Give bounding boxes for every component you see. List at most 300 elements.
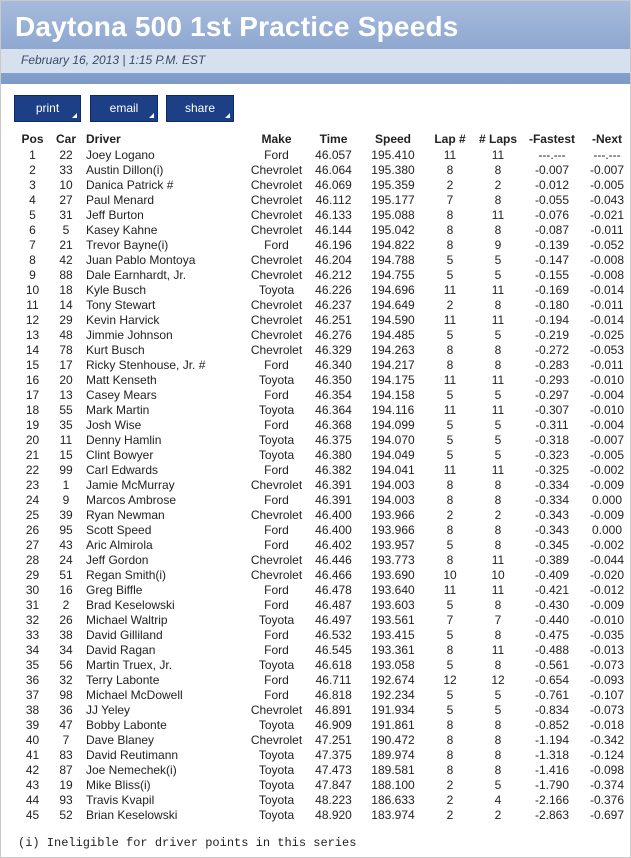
cell-car: 10 bbox=[59, 177, 73, 192]
col-header-next: -Next bbox=[591, 132, 622, 146]
cell-fastest: -0.007 bbox=[534, 162, 570, 177]
cell-driver: Michael McDowell bbox=[86, 687, 183, 702]
table-row bbox=[14, 657, 630, 672]
table-row bbox=[14, 687, 630, 702]
cell-lap: 7 bbox=[446, 612, 454, 627]
cell-time: 46.402 bbox=[315, 537, 352, 552]
cell-fastest: -0.334 bbox=[534, 492, 570, 507]
cell-fastest: -0.219 bbox=[534, 327, 570, 342]
cell-pos: 15 bbox=[25, 357, 40, 372]
cell-make: Chevrolet bbox=[250, 297, 303, 312]
table-row bbox=[14, 387, 630, 402]
cell-next: -0.053 bbox=[589, 342, 625, 357]
cell-lap: 8 bbox=[446, 522, 454, 537]
cell-speed: 194.003 bbox=[371, 477, 415, 492]
table-row bbox=[14, 732, 630, 747]
cell-make: Ford bbox=[264, 597, 289, 612]
cell-pos: 43 bbox=[25, 777, 40, 792]
cell-lap: 5 bbox=[446, 327, 454, 342]
cell-fastest: -0.430 bbox=[534, 597, 570, 612]
cell-time: 46.329 bbox=[315, 342, 352, 357]
cell-lap: 7 bbox=[446, 192, 454, 207]
cell-pos: 16 bbox=[25, 372, 40, 387]
cell-fastest: -0.345 bbox=[534, 537, 570, 552]
table-row bbox=[14, 672, 630, 687]
cell-pos: 45 bbox=[25, 807, 40, 822]
table-row bbox=[14, 462, 630, 477]
cell-make: Chevrolet bbox=[250, 702, 303, 717]
cell-pos: 42 bbox=[25, 762, 40, 777]
cell-pos: 23 bbox=[25, 477, 40, 492]
cell-make: Ford bbox=[264, 687, 289, 702]
cell-make: Ford bbox=[264, 462, 289, 477]
cell-laps: 5 bbox=[494, 267, 502, 282]
cell-lap: 5 bbox=[446, 657, 454, 672]
cell-lap: 8 bbox=[446, 552, 454, 567]
cell-driver: Brian Keselowski bbox=[86, 807, 178, 822]
cell-pos: 37 bbox=[25, 687, 40, 702]
cell-speed: 193.957 bbox=[371, 537, 415, 552]
cell-car: 88 bbox=[59, 267, 73, 282]
cell-laps: 8 bbox=[494, 192, 502, 207]
cell-laps: 5 bbox=[494, 417, 502, 432]
cell-car: 2 bbox=[62, 597, 70, 612]
cell-speed: 192.674 bbox=[371, 672, 415, 687]
cell-time: 46.251 bbox=[315, 312, 352, 327]
cell-make: Chevrolet bbox=[250, 267, 303, 282]
cell-lap: 5 bbox=[446, 267, 454, 282]
cell-fastest: -0.488 bbox=[534, 642, 570, 657]
cell-driver: Ryan Newman bbox=[86, 507, 165, 522]
cell-laps: 11 bbox=[491, 462, 505, 477]
cell-make: Ford bbox=[264, 417, 289, 432]
cell-driver: Michael Waltrip bbox=[86, 612, 168, 627]
cell-speed: 193.603 bbox=[371, 597, 415, 612]
cell-speed: 194.696 bbox=[371, 282, 415, 297]
cell-driver: Dave Blaney bbox=[86, 732, 155, 747]
cell-driver: Jimmie Johnson bbox=[86, 327, 173, 342]
cell-fastest: -0.475 bbox=[534, 627, 570, 642]
cell-speed: 194.041 bbox=[371, 462, 415, 477]
cell-make: Ford bbox=[264, 147, 289, 162]
table-row bbox=[14, 597, 630, 612]
email-button[interactable]: email bbox=[90, 95, 158, 122]
cell-time: 46.909 bbox=[315, 717, 352, 732]
cell-fastest: -1.790 bbox=[534, 777, 570, 792]
cell-next: -0.342 bbox=[589, 732, 625, 747]
cell-car: 7 bbox=[62, 732, 70, 747]
cell-lap: 11 bbox=[443, 147, 457, 162]
cell-lap: 2 bbox=[446, 507, 454, 522]
print-button[interactable]: print bbox=[14, 95, 81, 122]
cell-driver: Kurt Busch bbox=[86, 342, 145, 357]
cell-car: 35 bbox=[59, 417, 73, 432]
cell-fastest: -0.283 bbox=[534, 357, 570, 372]
cell-make: Ford bbox=[264, 627, 289, 642]
cell-laps: 2 bbox=[494, 807, 502, 822]
cell-driver: Carl Edwards bbox=[86, 462, 159, 477]
page-subtitle: February 16, 2013 | 1:15 P.M. EST bbox=[21, 53, 206, 67]
cell-time: 46.487 bbox=[315, 597, 352, 612]
cell-speed: 194.649 bbox=[371, 297, 415, 312]
cell-next: -0.035 bbox=[589, 627, 625, 642]
cell-driver: Juan Pablo Montoya bbox=[86, 252, 196, 267]
cell-driver: David Ragan bbox=[86, 642, 156, 657]
cell-make: Ford bbox=[264, 642, 289, 657]
cell-laps: 11 bbox=[491, 582, 505, 597]
table-row bbox=[14, 522, 630, 537]
col-header-driver: Driver bbox=[86, 132, 121, 146]
table-row bbox=[14, 222, 630, 237]
cell-laps: 2 bbox=[494, 177, 502, 192]
table-row bbox=[14, 342, 630, 357]
cell-pos: 27 bbox=[25, 537, 40, 552]
cell-car: 19 bbox=[59, 777, 73, 792]
table-row bbox=[14, 417, 630, 432]
share-button[interactable]: share bbox=[166, 95, 234, 122]
cell-car: 38 bbox=[59, 627, 73, 642]
cell-speed: 189.974 bbox=[371, 747, 415, 762]
cell-car: 5 bbox=[62, 222, 70, 237]
cell-laps: 8 bbox=[494, 297, 502, 312]
table-body bbox=[14, 147, 630, 822]
cell-make: Ford bbox=[264, 672, 289, 687]
cell-next: -0.011 bbox=[590, 222, 624, 237]
cell-lap: 12 bbox=[443, 672, 457, 687]
cell-time: 46.380 bbox=[315, 447, 352, 462]
cell-time: 46.237 bbox=[315, 297, 352, 312]
cell-lap: 10 bbox=[443, 567, 457, 582]
cell-time: 46.891 bbox=[315, 702, 352, 717]
cell-lap: 11 bbox=[443, 282, 457, 297]
cell-laps: 9 bbox=[494, 237, 502, 252]
cell-speed: 194.755 bbox=[371, 267, 415, 282]
cell-make: Toyota bbox=[258, 762, 295, 777]
cell-next: -0.124 bbox=[589, 747, 625, 762]
cell-car: 21 bbox=[59, 237, 73, 252]
cell-fastest: -0.087 bbox=[534, 222, 570, 237]
cell-make: Ford bbox=[264, 237, 289, 252]
cell-speed: 193.361 bbox=[371, 642, 415, 657]
cell-make: Toyota bbox=[258, 747, 295, 762]
cell-time: 46.545 bbox=[315, 642, 352, 657]
cell-pos: 44 bbox=[25, 792, 40, 807]
cell-fastest: -0.834 bbox=[534, 702, 570, 717]
cell-lap: 8 bbox=[446, 732, 454, 747]
table-row bbox=[14, 237, 630, 252]
cell-lap: 2 bbox=[446, 777, 454, 792]
cell-make: Chevrolet bbox=[250, 222, 303, 237]
cell-laps: 8 bbox=[494, 732, 502, 747]
cell-time: 46.391 bbox=[315, 477, 352, 492]
cell-lap: 2 bbox=[446, 297, 454, 312]
cell-car: 20 bbox=[59, 372, 73, 387]
cell-next: -0.004 bbox=[589, 387, 625, 402]
cell-driver: Danica Patrick # bbox=[86, 177, 174, 192]
cell-fastest: -0.055 bbox=[534, 192, 570, 207]
cell-pos: 35 bbox=[25, 657, 40, 672]
cell-driver: Matt Kenseth bbox=[86, 372, 157, 387]
cell-car: 36 bbox=[59, 702, 73, 717]
cell-speed: 189.581 bbox=[371, 762, 415, 777]
cell-car: 15 bbox=[59, 447, 73, 462]
cell-time: 46.818 bbox=[315, 687, 352, 702]
cell-pos: 6 bbox=[29, 222, 36, 237]
cell-next: -0.007 bbox=[589, 432, 625, 447]
cell-next: -0.107 bbox=[589, 687, 625, 702]
cell-next: -0.005 bbox=[589, 177, 625, 192]
table-row bbox=[14, 567, 630, 582]
cell-next: -0.697 bbox=[589, 807, 625, 822]
cell-make: Chevrolet bbox=[250, 162, 303, 177]
cell-next: -0.093 bbox=[589, 672, 625, 687]
cell-driver: Travis Kvapil bbox=[86, 792, 155, 807]
cell-pos: 12 bbox=[25, 312, 40, 327]
cell-time: 46.711 bbox=[315, 672, 352, 687]
cell-speed: 193.058 bbox=[371, 657, 415, 672]
cell-car: 27 bbox=[59, 192, 73, 207]
cell-time: 46.478 bbox=[315, 582, 352, 597]
cell-laps: 4 bbox=[494, 792, 502, 807]
cell-next: -0.374 bbox=[589, 777, 625, 792]
cell-next: -0.009 bbox=[589, 597, 625, 612]
cell-driver: Brad Keselowski bbox=[86, 597, 175, 612]
cell-laps: 2 bbox=[494, 507, 502, 522]
cell-driver: Greg Biffle bbox=[86, 582, 143, 597]
cell-pos: 32 bbox=[25, 612, 40, 627]
cell-laps: 11 bbox=[491, 552, 505, 567]
cell-make: Toyota bbox=[258, 282, 295, 297]
cell-car: 55 bbox=[59, 402, 73, 417]
cell-speed: 186.633 bbox=[371, 792, 415, 807]
cell-pos: 29 bbox=[25, 567, 40, 582]
table-row bbox=[14, 282, 630, 297]
cell-fastest: -0.421 bbox=[534, 582, 570, 597]
cell-speed: 193.966 bbox=[371, 522, 415, 537]
cell-make: Chevrolet bbox=[250, 327, 303, 342]
cell-fastest: -0.409 bbox=[534, 567, 570, 582]
cell-lap: 5 bbox=[446, 417, 454, 432]
cell-laps: 8 bbox=[494, 477, 502, 492]
cell-car: 31 bbox=[59, 207, 73, 222]
cell-speed: 195.410 bbox=[371, 147, 415, 162]
cell-laps: 11 bbox=[491, 372, 505, 387]
cell-driver: Mike Bliss(i) bbox=[86, 777, 151, 792]
cell-lap: 2 bbox=[446, 177, 454, 192]
cell-speed: 183.974 bbox=[371, 807, 415, 822]
cell-laps: 5 bbox=[494, 447, 502, 462]
cell-laps: 11 bbox=[491, 147, 505, 162]
cell-driver: Jeff Gordon bbox=[86, 552, 149, 567]
cell-lap: 2 bbox=[446, 807, 454, 822]
cell-lap: 5 bbox=[446, 387, 454, 402]
cell-driver: Dale Earnhardt, Jr. bbox=[86, 267, 187, 282]
cell-car: 83 bbox=[59, 747, 73, 762]
cell-driver: Marcos Ambrose bbox=[86, 492, 177, 507]
cell-make: Toyota bbox=[258, 432, 295, 447]
cell-driver: Joey Logano bbox=[86, 147, 155, 162]
cell-speed: 194.263 bbox=[371, 342, 415, 357]
cell-driver: Austin Dillon(i) bbox=[86, 162, 164, 177]
cell-laps: 5 bbox=[494, 777, 502, 792]
table-row bbox=[14, 537, 630, 552]
cell-car: 52 bbox=[59, 807, 73, 822]
cell-laps: 5 bbox=[494, 702, 502, 717]
cell-next: -0.043 bbox=[589, 192, 625, 207]
cell-car: 26 bbox=[59, 612, 73, 627]
table-row bbox=[14, 147, 630, 162]
table-row bbox=[14, 312, 630, 327]
cell-lap: 8 bbox=[446, 222, 454, 237]
col-header-make: Make bbox=[261, 132, 292, 146]
cell-speed: 190.472 bbox=[371, 732, 415, 747]
cell-next: -0.021 bbox=[589, 207, 625, 222]
cell-speed: 193.773 bbox=[371, 552, 415, 567]
cell-car: 51 bbox=[59, 567, 73, 582]
cell-car: 29 bbox=[59, 312, 73, 327]
cell-fastest: -0.323 bbox=[534, 447, 570, 462]
cell-time: 48.223 bbox=[315, 792, 352, 807]
cell-driver: Regan Smith(i) bbox=[86, 567, 167, 582]
cell-driver: David Gilliland bbox=[86, 627, 163, 642]
cell-fastest: -0.311 bbox=[535, 417, 569, 432]
cell-laps: 8 bbox=[494, 657, 502, 672]
cell-fastest: -0.012 bbox=[534, 177, 570, 192]
cell-lap: 8 bbox=[446, 477, 454, 492]
cell-fastest: -0.293 bbox=[534, 372, 570, 387]
cell-next: -0.014 bbox=[589, 282, 625, 297]
cell-next: -0.010 bbox=[589, 402, 625, 417]
cell-driver: Mark Martin bbox=[86, 402, 150, 417]
cell-next: -0.007 bbox=[589, 162, 625, 177]
cell-fastest: ---.--- bbox=[538, 147, 566, 162]
cell-laps: 8 bbox=[494, 357, 502, 372]
cell-speed: 193.561 bbox=[371, 612, 415, 627]
cell-driver: Tony Stewart bbox=[86, 297, 156, 312]
cell-car: 13 bbox=[59, 387, 73, 402]
cell-pos: 34 bbox=[25, 642, 40, 657]
cell-fastest: -0.155 bbox=[534, 267, 570, 282]
cell-time: 46.532 bbox=[315, 627, 352, 642]
cell-make: Chevrolet bbox=[250, 342, 303, 357]
cell-time: 46.466 bbox=[315, 567, 352, 582]
cell-pos: 5 bbox=[29, 207, 36, 222]
table-row bbox=[14, 432, 630, 447]
cell-time: 46.133 bbox=[315, 207, 352, 222]
cell-next: -0.013 bbox=[589, 642, 625, 657]
cell-next: -0.005 bbox=[589, 447, 625, 462]
cell-laps: 5 bbox=[494, 327, 502, 342]
cell-laps: 7 bbox=[494, 612, 502, 627]
cell-pos: 4 bbox=[29, 192, 36, 207]
cell-lap: 5 bbox=[446, 597, 454, 612]
cell-speed: 194.049 bbox=[371, 447, 415, 462]
cell-next: -0.025 bbox=[589, 327, 625, 342]
cell-lap: 8 bbox=[446, 207, 454, 222]
cell-pos: 10 bbox=[25, 282, 40, 297]
cell-laps: 8 bbox=[494, 522, 502, 537]
cell-make: Chevrolet bbox=[250, 177, 303, 192]
table-row bbox=[14, 357, 630, 372]
cell-time: 46.354 bbox=[315, 387, 352, 402]
cell-make: Ford bbox=[264, 522, 289, 537]
cell-speed: 194.158 bbox=[371, 387, 415, 402]
cell-driver: Martin Truex, Jr. bbox=[86, 657, 173, 672]
cell-time: 46.618 bbox=[315, 657, 352, 672]
cell-speed: 194.070 bbox=[371, 432, 415, 447]
subtitle-bar bbox=[1, 49, 630, 73]
cell-make: Toyota bbox=[258, 372, 295, 387]
col-header-car: Car bbox=[55, 132, 76, 146]
cell-make: Toyota bbox=[258, 777, 295, 792]
cell-pos: 21 bbox=[25, 447, 40, 462]
cell-car: 95 bbox=[59, 522, 73, 537]
cell-time: 46.196 bbox=[315, 237, 352, 252]
col-header-fastest: -Fastest bbox=[528, 132, 575, 146]
cell-fastest: -1.194 bbox=[534, 732, 570, 747]
results-table bbox=[14, 131, 630, 822]
cell-time: 47.251 bbox=[315, 732, 352, 747]
cell-time: 46.446 bbox=[315, 552, 352, 567]
cell-driver: Terry Labonte bbox=[86, 672, 160, 687]
table-row bbox=[14, 507, 630, 522]
cell-time: 46.069 bbox=[315, 177, 352, 192]
cell-lap: 11 bbox=[443, 312, 457, 327]
cell-pos: 30 bbox=[25, 582, 40, 597]
cell-next: -0.011 bbox=[590, 357, 624, 372]
table-row bbox=[14, 492, 630, 507]
cell-time: 46.382 bbox=[315, 462, 352, 477]
table-row bbox=[14, 267, 630, 282]
cell-next: -0.009 bbox=[589, 507, 625, 522]
cell-speed: 194.217 bbox=[371, 357, 415, 372]
cell-time: 46.112 bbox=[315, 192, 352, 207]
cell-next: -0.012 bbox=[589, 582, 625, 597]
cell-lap: 5 bbox=[446, 687, 454, 702]
cell-fastest: -2.166 bbox=[534, 792, 570, 807]
cell-pos: 8 bbox=[29, 252, 36, 267]
cell-time: 47.375 bbox=[315, 747, 352, 762]
cell-make: Toyota bbox=[258, 807, 295, 822]
col-header-speed: Speed bbox=[374, 132, 411, 146]
cell-fastest: -0.440 bbox=[534, 612, 570, 627]
cell-pos: 25 bbox=[25, 507, 40, 522]
cell-car: 87 bbox=[59, 762, 73, 777]
cell-next: -0.014 bbox=[589, 312, 625, 327]
cell-laps: 5 bbox=[494, 432, 502, 447]
cell-car: 39 bbox=[59, 507, 73, 522]
cell-make: Toyota bbox=[258, 717, 295, 732]
cell-pos: 2 bbox=[29, 162, 36, 177]
cell-laps: 10 bbox=[491, 567, 505, 582]
cell-make: Toyota bbox=[258, 612, 295, 627]
cell-pos: 3 bbox=[29, 177, 36, 192]
cell-fastest: -0.297 bbox=[534, 387, 570, 402]
cell-pos: 18 bbox=[25, 402, 40, 417]
table-row bbox=[14, 642, 630, 657]
col-header-time: Time bbox=[319, 132, 348, 146]
cell-laps: 8 bbox=[494, 597, 502, 612]
cell-car: 14 bbox=[59, 297, 73, 312]
cell-laps: 8 bbox=[494, 342, 502, 357]
cell-lap: 5 bbox=[446, 432, 454, 447]
cell-lap: 5 bbox=[446, 702, 454, 717]
table-row bbox=[14, 252, 630, 267]
cell-speed: 195.042 bbox=[371, 222, 415, 237]
cell-fastest: -1.318 bbox=[534, 747, 570, 762]
cell-next: ---.--- bbox=[593, 147, 621, 162]
cell-pos: 22 bbox=[25, 462, 40, 477]
